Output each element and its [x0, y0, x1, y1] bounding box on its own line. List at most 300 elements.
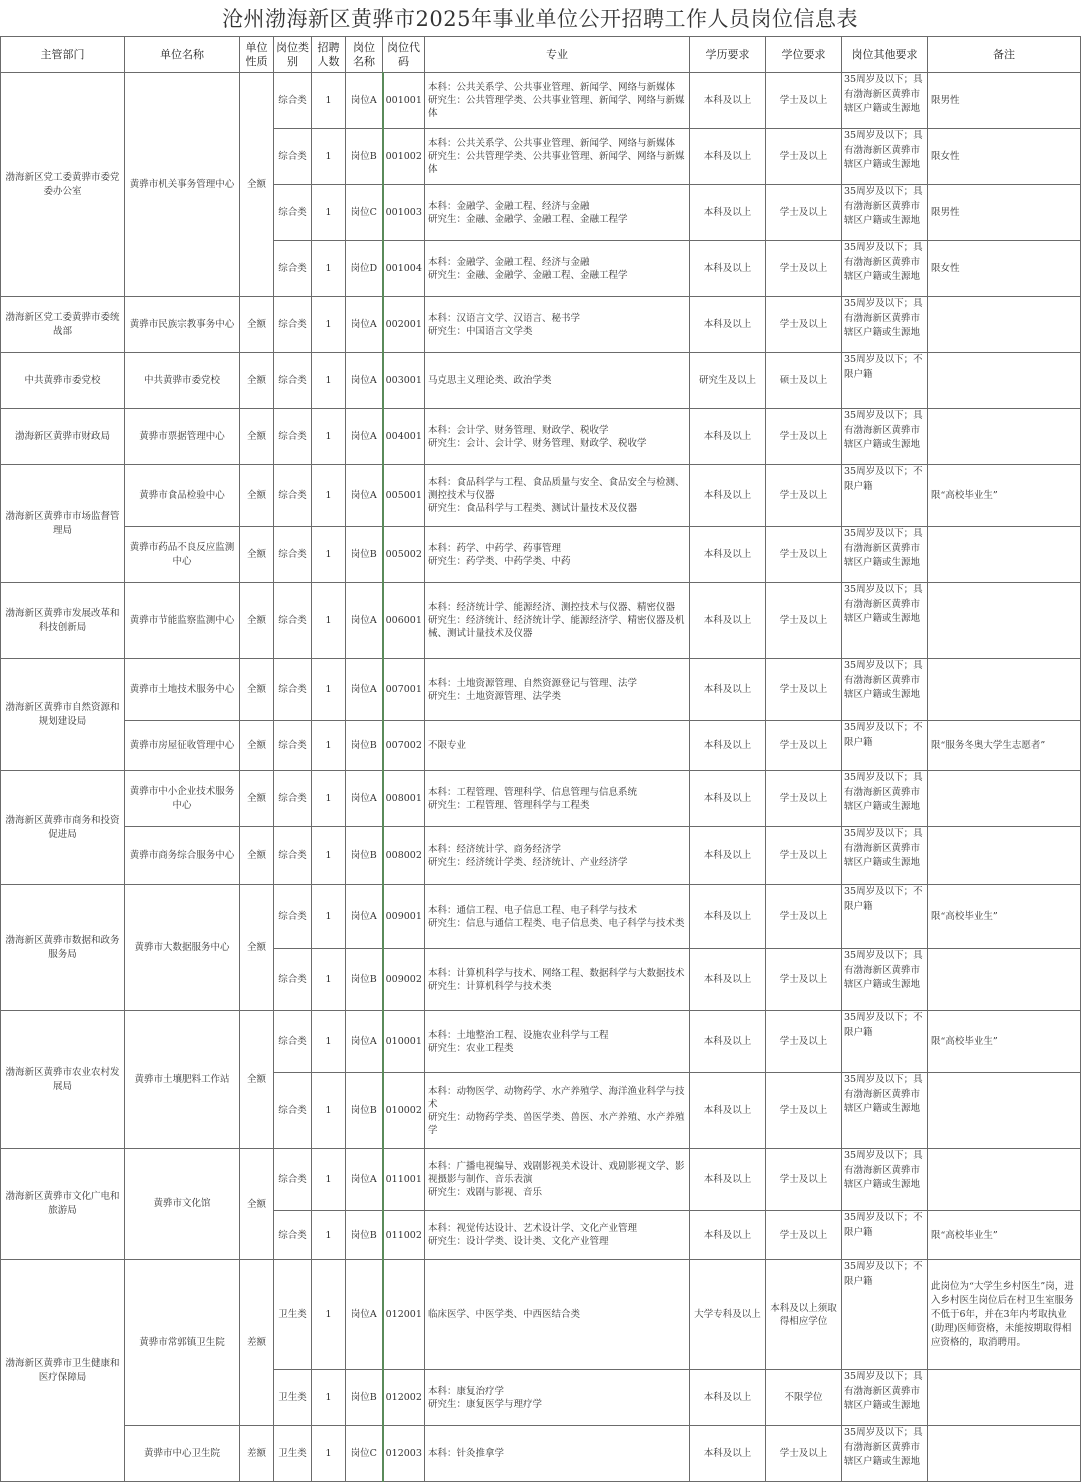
- post-name-cell-text: 岗位B: [350, 151, 377, 162]
- unit-nature-cell: [240, 1011, 274, 1149]
- unit-name-cell: [125, 353, 240, 409]
- post-category-cell: [274, 129, 312, 185]
- dept-cell: [1, 771, 125, 885]
- hire-count-cell-text: 1: [325, 615, 332, 626]
- unit-nature-cell-text: 全额: [246, 549, 266, 560]
- major-cell-text: 本科：动物医学、动物药学、水产养殖学、海洋渔业科学与技术 研究生：动物药学类、兽医学类、兽医、水产养殖、水产养殖学: [428, 1085, 685, 1136]
- post-code-cell: [383, 241, 425, 297]
- post-code-cell: [383, 721, 425, 771]
- degree-cell-text: 本科及以上须取得相应学位: [770, 1302, 837, 1327]
- major-cell: [425, 771, 690, 827]
- post-code-cell-text: 009002: [385, 974, 422, 985]
- note-cell: [928, 241, 1081, 297]
- other-req-cell-text: 35周岁及以下；不限户籍: [844, 1261, 923, 1287]
- education-cell: [690, 73, 766, 129]
- major-cell-text: 马克思主义理论类、政治学类: [428, 375, 552, 386]
- education-cell-text: 本科及以上: [703, 615, 752, 626]
- degree-cell-text: 学士及以上: [779, 793, 828, 804]
- note-cell-text: 此岗位为“大学生乡村医生”岗，进入乡村医生岗位后在村卫生室服务不低于6年，并在3年内考取执业(助理)医师资格，未能按期取得相应资格的，取消聘用。: [931, 1280, 1074, 1348]
- other-req-cell: [842, 1011, 928, 1073]
- post-name-cell: [346, 949, 383, 1011]
- post-name-cell: [346, 241, 383, 297]
- degree-cell: [766, 721, 842, 771]
- education-cell-text: 本科及以上: [703, 319, 752, 330]
- unit-name-cell: [125, 1149, 240, 1260]
- education-cell-text: 本科及以上: [703, 263, 752, 274]
- post-category-cell-text: 综合类: [278, 850, 307, 861]
- post-code-cell: [383, 949, 425, 1011]
- other-req-cell-text: 35周岁及以下；具有渤海新区黄骅市辖区户籍或生源地: [844, 828, 923, 868]
- degree-cell: [766, 353, 842, 409]
- post-name-cell: [346, 827, 383, 885]
- note-cell: [928, 185, 1081, 241]
- education-cell: [690, 527, 766, 583]
- education-cell: [690, 949, 766, 1011]
- degree-cell-text: 学士及以上: [779, 319, 828, 330]
- dept-cell-text: 渤海新区黄骅市自然资源和规划建设局: [5, 701, 120, 727]
- note-cell-text: 限“高校毕业生”: [931, 1036, 998, 1047]
- note-cell-text: 限女性: [931, 151, 960, 162]
- post-category-cell-text: 综合类: [278, 1174, 307, 1185]
- unit-name-cell-text: 黄骅市票据管理中心: [139, 430, 225, 442]
- unit-name-cell-text: 黄骅市房屋征收管理中心: [129, 739, 235, 751]
- degree-cell: [766, 949, 842, 1011]
- post-name-cell-text: 岗位A: [350, 490, 377, 501]
- unit-name-cell: [125, 885, 240, 1011]
- post-code-cell: [383, 297, 425, 353]
- post-name-cell: [346, 1260, 383, 1370]
- major-cell-text: 本科：康复治疗学 研究生：康复医学与理疗学: [428, 1385, 543, 1410]
- degree-cell-text: 学士及以上: [779, 615, 828, 626]
- unit-name-cell-text: 黄骅市食品检验中心: [139, 489, 225, 501]
- other-req-cell: [842, 583, 928, 659]
- major-cell-text: 不限专业: [428, 740, 467, 751]
- post-category-cell-text: 卫生类: [278, 1448, 307, 1459]
- note-cell: [928, 721, 1081, 771]
- unit-name-cell-text: 黄骅市文化馆: [153, 1198, 211, 1209]
- unit-nature-cell: [240, 1149, 274, 1260]
- post-category-cell-text: 卫生类: [278, 1309, 307, 1320]
- table-row: [1, 583, 1081, 659]
- post-name-cell-text: 岗位A: [350, 1309, 377, 1320]
- post-category-cell: [274, 73, 312, 129]
- major-cell-text: 本科：金融学、金融工程、经济与金融 研究生：金融、金融学、金融工程、金融工程学: [428, 256, 628, 281]
- post-category-cell: [274, 583, 312, 659]
- hire-count-cell: [312, 1149, 346, 1211]
- post-code-cell: [383, 583, 425, 659]
- education-cell-text: 本科及以上: [703, 850, 752, 861]
- dept-cell-text: 渤海新区黄骅市财政局: [14, 430, 110, 442]
- major-cell: [425, 1426, 690, 1482]
- unit-nature-cell-text: 差额: [246, 1337, 266, 1348]
- major-cell-text: 本科：土地资源管理、自然资源登记与管理、法学 研究生：土地资源管理、法学类: [428, 677, 638, 702]
- degree-cell: [766, 297, 842, 353]
- post-code-cell: [383, 1260, 425, 1370]
- major-cell: [425, 297, 690, 353]
- other-req-cell-text: 35周岁及以下；具有渤海新区黄骅市辖区户籍或生源地: [844, 660, 923, 700]
- other-req-cell: [842, 949, 928, 1011]
- unit-name-cell-text: 黄骅市机关事务管理中心: [129, 178, 235, 190]
- education-cell: [690, 1149, 766, 1211]
- note-cell: [928, 297, 1081, 353]
- post-name-cell: [346, 185, 383, 241]
- hire-count-cell-text: 1: [325, 1448, 332, 1459]
- post-code-cell: [383, 827, 425, 885]
- unit-nature-cell-text: 全额: [246, 375, 266, 386]
- major-cell: [425, 1370, 690, 1426]
- unit-nature-cell: [240, 73, 274, 297]
- post-code-cell: [383, 1426, 425, 1482]
- post-category-cell: [274, 185, 312, 241]
- degree-cell: [766, 241, 842, 297]
- degree-cell-text: 学士及以上: [779, 740, 828, 751]
- post-name-cell-text: 岗位B: [350, 1392, 377, 1403]
- post-category-cell-text: 卫生类: [278, 1392, 307, 1403]
- dept-cell-text: 渤海新区黄骅市发展改革和科技创新局: [5, 607, 120, 633]
- note-cell: [928, 1426, 1081, 1482]
- education-cell: [690, 297, 766, 353]
- table-viewport: [0, 36, 1080, 1467]
- post-name-cell-text: 岗位A: [350, 615, 377, 626]
- degree-cell-text: 学士及以上: [779, 911, 828, 922]
- post-code-cell-text: 011002: [385, 1229, 422, 1241]
- header-post-code: 岗位代码: [383, 37, 425, 73]
- education-cell: [690, 583, 766, 659]
- degree-cell: [766, 659, 842, 721]
- education-cell: [690, 465, 766, 527]
- education-cell-text: 本科及以上: [703, 95, 752, 106]
- hire-count-cell-text: 1: [325, 974, 332, 985]
- post-name-cell: [346, 885, 383, 949]
- post-code-cell: [383, 353, 425, 409]
- hire-count-cell: [312, 721, 346, 771]
- post-code-cell: [383, 1149, 425, 1211]
- post-code-cell: [383, 185, 425, 241]
- unit-nature-cell: [240, 1426, 274, 1482]
- post-category-cell-text: 综合类: [278, 263, 307, 274]
- education-cell-text: 本科及以上: [703, 1448, 752, 1459]
- major-cell: [425, 827, 690, 885]
- post-code-cell: [383, 1011, 425, 1073]
- hire-count-cell: [312, 353, 346, 409]
- post-category-cell: [274, 949, 312, 1011]
- note-cell: [928, 1011, 1081, 1073]
- note-cell: [928, 1149, 1081, 1211]
- dept-cell-text: 渤海新区黄骅市农业农村发展局: [5, 1066, 120, 1092]
- header-education: 学历要求: [690, 37, 766, 73]
- post-name-cell-text: 岗位A: [350, 431, 377, 442]
- table-row: [1, 659, 1081, 721]
- other-req-cell: [842, 185, 928, 241]
- major-cell-text: 本科：针灸推拿学: [428, 1448, 505, 1459]
- hire-count-cell: [312, 885, 346, 949]
- degree-cell-text: 学士及以上: [779, 1036, 828, 1047]
- table-row: [1, 353, 1081, 409]
- major-cell: [425, 949, 690, 1011]
- hire-count-cell-text: 1: [325, 95, 332, 106]
- degree-cell-text: 学士及以上: [779, 684, 828, 695]
- unit-nature-cell: [240, 1260, 274, 1426]
- major-cell-text: 本科：经济统计学、能源经济、测控技术与仪器、精密仪器 研究生：经济统计、经济统计学、能源经济学、精密仪器及机械、测试计量技术及仪器: [428, 602, 685, 639]
- degree-cell-text: 学士及以上: [779, 1105, 828, 1116]
- education-cell-text: 本科及以上: [703, 740, 752, 751]
- post-category-cell: [274, 771, 312, 827]
- other-req-cell-text: 35周岁及以下；具有渤海新区黄骅市辖区户籍或生源地: [844, 772, 923, 812]
- hire-count-cell: [312, 1260, 346, 1370]
- dept-cell: [1, 885, 125, 1011]
- dept-cell: [1, 409, 125, 465]
- unit-name-cell: [125, 1260, 240, 1426]
- table-row: [1, 1011, 1081, 1073]
- post-code-cell-text: 005002: [385, 549, 422, 560]
- header-post-name: 岗位名称: [346, 37, 383, 73]
- unit-nature-cell-text: 全额: [246, 615, 266, 626]
- post-name-cell-text: 岗位B: [350, 1105, 377, 1116]
- hire-count-cell: [312, 241, 346, 297]
- unit-nature-cell: [240, 583, 274, 659]
- post-category-cell-text: 综合类: [278, 1229, 307, 1241]
- post-category-cell: [274, 1370, 312, 1426]
- unit-name-cell: [125, 1426, 240, 1482]
- dept-cell-text: 渤海新区黄骅市文化广电和旅游局: [5, 1191, 120, 1216]
- degree-cell: [766, 1011, 842, 1073]
- post-code-cell-text: 011001: [385, 1174, 422, 1185]
- unit-nature-cell-text: 差额: [246, 1448, 266, 1459]
- post-name-cell: [346, 659, 383, 721]
- post-name-cell: [346, 1370, 383, 1426]
- hire-count-cell-text: 1: [325, 1309, 332, 1320]
- education-cell-text: 本科及以上: [703, 793, 752, 804]
- education-cell-text: 本科及以上: [703, 684, 752, 695]
- other-req-cell: [842, 1426, 928, 1482]
- hire-count-cell: [312, 465, 346, 527]
- unit-nature-cell-text: 全额: [246, 684, 266, 695]
- post-code-cell-text: 001004: [385, 263, 422, 274]
- education-cell: [690, 1211, 766, 1260]
- dept-cell: [1, 583, 125, 659]
- table-row: [1, 297, 1081, 353]
- other-req-cell: [842, 241, 928, 297]
- degree-cell: [766, 771, 842, 827]
- header-nature: 单位性质: [240, 37, 274, 73]
- post-category-cell-text: 综合类: [278, 490, 307, 501]
- post-category-cell-text: 综合类: [278, 95, 307, 106]
- other-req-cell: [842, 1211, 928, 1260]
- other-req-cell: [842, 885, 928, 949]
- post-category-cell: [274, 409, 312, 465]
- major-cell: [425, 1073, 690, 1149]
- post-name-cell: [346, 1426, 383, 1482]
- other-req-cell-text: 35周岁及以下；具有渤海新区黄骅市辖区户籍或生源地: [844, 584, 923, 624]
- dept-cell-text: 中共黄骅市委党校: [24, 374, 101, 386]
- unit-name-cell: [125, 583, 240, 659]
- post-code-cell: [383, 129, 425, 185]
- degree-cell-text: 学士及以上: [779, 974, 828, 985]
- post-name-cell: [346, 297, 383, 353]
- post-name-cell-text: 岗位D: [350, 263, 378, 274]
- education-cell: [690, 659, 766, 721]
- hire-count-cell: [312, 659, 346, 721]
- document-title: 沧州渤海新区黄骅市2025年事业单位公开招聘工作人员岗位信息表: [222, 7, 858, 31]
- post-code-cell-text: 008001: [385, 793, 422, 804]
- header-major: 专业: [425, 37, 690, 73]
- other-req-cell: [842, 353, 928, 409]
- table-row: [1, 465, 1081, 527]
- major-cell-text: 本科：通信工程、电子信息工程、电子科学与技术 研究生：信息与通信工程类、电子信息类、电子科学与技术类: [428, 904, 685, 929]
- hire-count-cell: [312, 1370, 346, 1426]
- major-cell: [425, 129, 690, 185]
- major-cell: [425, 885, 690, 949]
- hire-count-cell-text: 1: [325, 740, 332, 751]
- unit-nature-cell: [240, 885, 274, 1011]
- other-req-cell-text: 35周岁及以下；不限户籍: [844, 722, 923, 748]
- post-name-cell: [346, 409, 383, 465]
- dept-cell-text: 渤海新区党工委黄骅市委统战部: [5, 311, 120, 337]
- hire-count-cell-text: 1: [325, 207, 332, 218]
- unit-nature-cell-text: 全额: [246, 850, 266, 861]
- note-cell-text: 限“高校毕业生”: [931, 490, 998, 501]
- table-row: [1, 885, 1081, 949]
- post-category-cell-text: 综合类: [278, 911, 307, 922]
- hire-count-cell-text: 1: [325, 375, 332, 386]
- post-code-cell-text: 009001: [385, 911, 422, 922]
- dept-cell-text: 渤海新区黄骅市卫生健康和医疗保障局: [5, 1357, 120, 1383]
- note-cell: [928, 771, 1081, 827]
- degree-cell: [766, 409, 842, 465]
- post-code-cell: [383, 465, 425, 527]
- education-cell-text: 本科及以上: [703, 207, 752, 218]
- major-cell-text: 本科：视觉传达设计、艺术设计学、文化产业管理 研究生：设计学类、设计类、文化产业管理: [428, 1223, 638, 1247]
- degree-cell: [766, 129, 842, 185]
- note-cell: [928, 1260, 1081, 1370]
- unit-nature-cell: [240, 527, 274, 583]
- unit-nature-cell: [240, 465, 274, 527]
- post-name-cell: [346, 771, 383, 827]
- major-cell: [425, 465, 690, 527]
- header-degree: 学位要求: [766, 37, 842, 73]
- table-row: [1, 73, 1081, 129]
- dept-cell-text: 渤海新区黄骅市商务和投资促进局: [5, 814, 120, 840]
- post-name-cell-text: 岗位C: [350, 1448, 377, 1459]
- other-req-cell-text: 35周岁及以下；具有渤海新区黄骅市辖区户籍或生源地: [844, 1074, 923, 1114]
- unit-nature-cell: [240, 721, 274, 771]
- post-category-cell-text: 综合类: [278, 740, 307, 751]
- post-category-cell-text: 综合类: [278, 684, 307, 695]
- header-count: 招聘人数: [312, 37, 346, 73]
- post-category-cell-text: 综合类: [278, 974, 307, 985]
- post-code-cell-text: 001003: [385, 207, 422, 218]
- unit-nature-cell-text: 全额: [246, 1198, 266, 1210]
- education-cell: [690, 1260, 766, 1370]
- post-code-cell: [383, 659, 425, 721]
- other-req-cell: [842, 721, 928, 771]
- post-name-cell: [346, 583, 383, 659]
- note-cell: [928, 353, 1081, 409]
- post-code-cell: [383, 1211, 425, 1260]
- education-cell: [690, 885, 766, 949]
- note-cell-text: 限“高校毕业生”: [931, 1229, 998, 1241]
- unit-name-cell-text: 黄骅市土地技术服务中心: [129, 683, 235, 695]
- other-req-cell: [842, 129, 928, 185]
- other-req-cell-text: 35周岁及以下；具有渤海新区黄骅市辖区户籍或生源地: [844, 1371, 923, 1411]
- post-code-cell-text: 012002: [385, 1392, 422, 1403]
- degree-cell: [766, 1370, 842, 1426]
- other-req-cell-text: 35周岁及以下；具有渤海新区黄骅市辖区户籍或生源地: [844, 130, 923, 170]
- major-cell: [425, 185, 690, 241]
- education-cell: [690, 1426, 766, 1482]
- hire-count-cell: [312, 1211, 346, 1260]
- unit-nature-cell-text: 全额: [246, 431, 266, 442]
- other-req-cell-text: 35周岁及以下；不限户籍: [844, 886, 923, 912]
- major-cell: [425, 353, 690, 409]
- degree-cell: [766, 1260, 842, 1370]
- post-code-cell-text: 010002: [385, 1105, 422, 1116]
- post-name-cell-text: 岗位A: [350, 793, 377, 804]
- education-cell: [690, 721, 766, 771]
- note-cell-text: 限“高校毕业生”: [931, 911, 998, 922]
- header-category: 岗位类别: [274, 37, 312, 73]
- other-req-cell: [842, 659, 928, 721]
- other-req-cell-text: 35周岁及以下；具有渤海新区黄骅市辖区户籍或生源地: [844, 74, 923, 114]
- education-cell: [690, 409, 766, 465]
- note-cell-text: 限女性: [931, 263, 960, 274]
- major-cell-text: 本科：药学、中药学、药事管理 研究生：药学类、中药学类、中药: [428, 542, 571, 567]
- table-row: [1, 721, 1081, 771]
- other-req-cell-text: 35周岁及以下；具有渤海新区黄骅市辖区户籍或生源地: [844, 410, 923, 450]
- unit-name-cell: [125, 73, 240, 297]
- post-name-cell-text: 岗位B: [350, 974, 377, 985]
- major-cell-text: 本科：食品科学与工程、食品质量与安全、食品安全与检测、测控技术与仪器 研究生：食品科学与工程类、测试计量技术及仪器: [428, 477, 685, 514]
- post-category-cell: [274, 1149, 312, 1211]
- degree-cell-text: 学士及以上: [779, 431, 828, 442]
- major-cell: [425, 409, 690, 465]
- hire-count-cell: [312, 949, 346, 1011]
- degree-cell-text: 学士及以上: [779, 151, 828, 162]
- header-dept: 主管部门: [1, 37, 125, 73]
- major-cell: [425, 1211, 690, 1260]
- major-cell: [425, 1260, 690, 1370]
- unit-nature-cell-text: 全额: [246, 1074, 266, 1085]
- unit-name-cell-text: 黄骅市常郭镇卫生院: [139, 1336, 225, 1348]
- note-cell: [928, 73, 1081, 129]
- post-category-cell: [274, 885, 312, 949]
- education-cell: [690, 1073, 766, 1149]
- post-category-cell: [274, 659, 312, 721]
- post-code-cell: [383, 1370, 425, 1426]
- unit-name-cell: [125, 409, 240, 465]
- other-req-cell-text: 35周岁及以下；具有渤海新区黄骅市辖区户籍或生源地: [844, 950, 923, 990]
- post-name-cell: [346, 1011, 383, 1073]
- post-code-cell-text: 003001: [385, 375, 422, 386]
- unit-name-cell: [125, 771, 240, 827]
- post-code-cell: [383, 885, 425, 949]
- hire-count-cell-text: 1: [325, 1036, 332, 1047]
- table-row: [1, 1149, 1081, 1211]
- hire-count-cell: [312, 827, 346, 885]
- major-cell-text: 本科：土地整治工程、设施农业科学与工程 研究生：农业工程类: [428, 1029, 609, 1054]
- note-cell: [928, 129, 1081, 185]
- post-name-cell-text: 岗位A: [350, 1174, 377, 1185]
- unit-nature-cell-text: 全额: [246, 793, 266, 804]
- degree-cell-text: 学士及以上: [779, 1448, 828, 1459]
- degree-cell-text: 硕士及以上: [779, 375, 828, 386]
- hire-count-cell-text: 1: [325, 1229, 332, 1241]
- degree-cell: [766, 73, 842, 129]
- table-row: [1, 409, 1081, 465]
- unit-name-cell: [125, 527, 240, 583]
- hire-count-cell: [312, 1073, 346, 1149]
- job-table: [0, 36, 1081, 1482]
